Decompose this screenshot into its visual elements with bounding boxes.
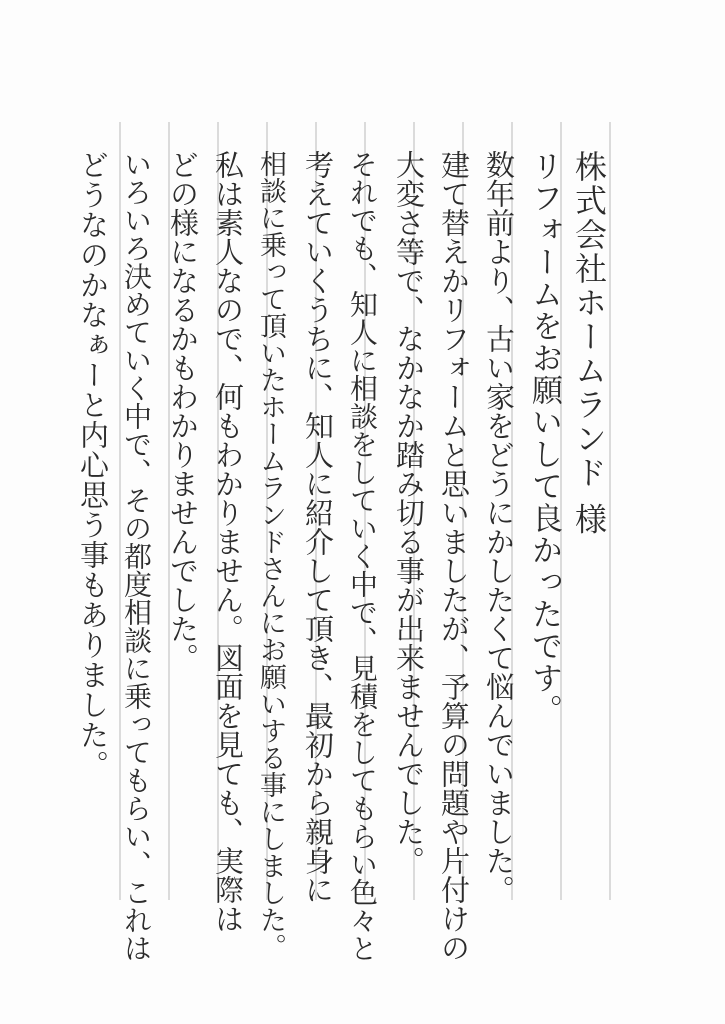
body-line: どの様になるかもわかりませんでした。 xyxy=(166,150,200,672)
letter-title: リフォームをお願いして良かったです。 xyxy=(526,150,562,726)
body-line: 大変さ等で、なかなか踏み切る事が出来ませんでした。 xyxy=(392,150,426,875)
body-line: どうなのかなぁーと内心思う事もありました。 xyxy=(76,150,110,780)
body-line: 建て替えかリフォームと思いましたが、予算の問題や片付けの xyxy=(437,150,471,962)
body-line: 相談に乗って頂いたホームランドさんにお願いする事にしました。 xyxy=(255,150,286,960)
addressee: 株式会社ホームランド 様 xyxy=(570,150,608,537)
body-line: いろいろ決めていく中で、その都度相談に乗ってもらい、これは xyxy=(120,150,153,962)
body-line: 数年前より、古い家をどうにかしたくて悩んでいました。 xyxy=(482,150,516,904)
body-line: 私は素人なので、何もわかりません。図面を見ても、実際は xyxy=(211,150,245,933)
body-line: 考えていくうちに、知人に紹介して頂き、最初から親身に xyxy=(301,150,335,904)
body-line: それでも、知人に相談をしていく中で、見積をしてもらい色々と xyxy=(346,150,379,962)
